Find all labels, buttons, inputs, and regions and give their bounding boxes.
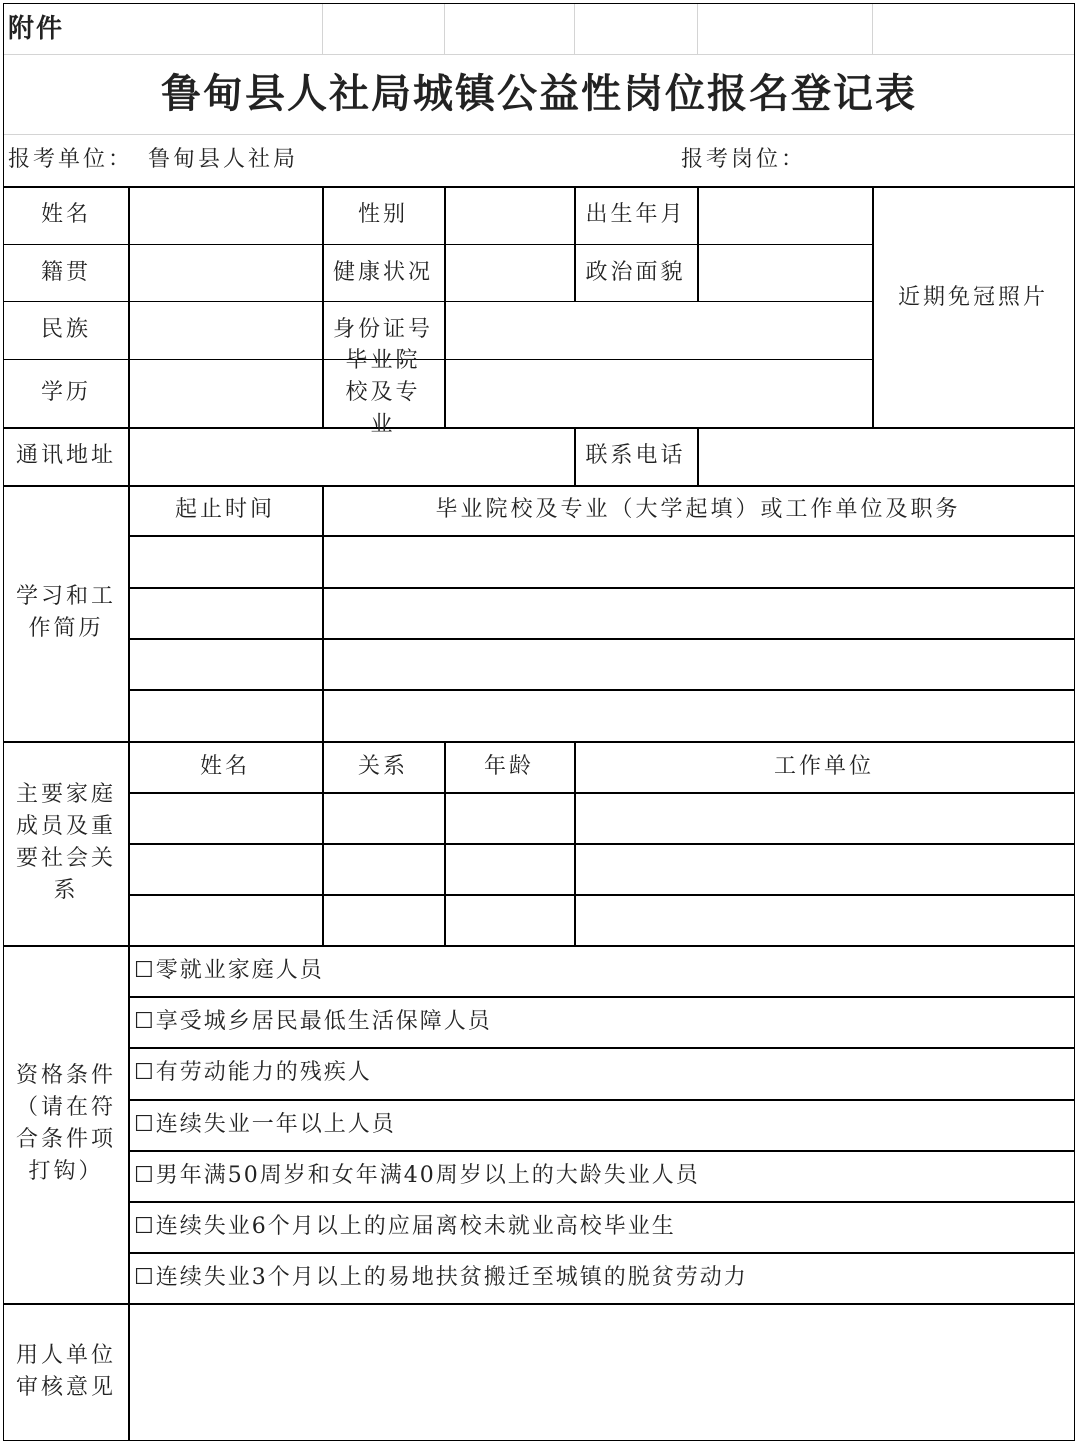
resume-detail-cell[interactable] bbox=[322, 535, 1074, 587]
family-work-header: 工作单位 bbox=[773, 753, 874, 779]
family-age-header: 年龄 bbox=[483, 753, 534, 779]
qualification-label: 资格条件（请在符合条件项打钩） bbox=[15, 1063, 116, 1184]
resume-detail-cell[interactable] bbox=[322, 587, 1074, 638]
resume-label: 学习和工作简历 bbox=[15, 584, 116, 641]
unit-label: 报考单位： bbox=[8, 147, 134, 172]
ethnicity-label: 民族 bbox=[40, 317, 91, 342]
health-field[interactable] bbox=[444, 244, 574, 301]
grid-line bbox=[444, 4, 445, 54]
id-number-label: 身份证号 bbox=[332, 317, 433, 342]
family-age-cell[interactable] bbox=[444, 843, 574, 894]
family-name-cell[interactable] bbox=[128, 843, 322, 894]
education-field[interactable] bbox=[128, 359, 322, 427]
grid-line bbox=[322, 4, 323, 54]
family-label: 主要家庭成员及重要社会关系 bbox=[15, 782, 116, 903]
name-field[interactable] bbox=[128, 186, 322, 244]
school-major-field[interactable] bbox=[444, 359, 872, 427]
gender-label: 性别 bbox=[357, 202, 408, 227]
family-relation-header: 关系 bbox=[357, 753, 408, 779]
review-field[interactable] bbox=[128, 1303, 1074, 1440]
resume-detail-cell[interactable] bbox=[322, 689, 1074, 741]
family-relation-cell[interactable] bbox=[322, 792, 444, 843]
politics-label: 政治面貌 bbox=[585, 259, 686, 285]
id-number-field[interactable] bbox=[444, 301, 872, 359]
resume-period-cell[interactable] bbox=[128, 638, 322, 689]
phone-field[interactable] bbox=[697, 427, 1074, 485]
resume-period-header: 起止时间 bbox=[174, 497, 275, 522]
family-relation-cell[interactable] bbox=[322, 843, 444, 894]
post-label: 报考岗位： bbox=[681, 147, 807, 172]
name-label: 姓名 bbox=[40, 202, 91, 227]
registration-form bbox=[3, 3, 1075, 1441]
review-label: 用人单位审核意见 bbox=[15, 1342, 116, 1400]
family-work-cell[interactable] bbox=[574, 843, 1074, 894]
address-field[interactable] bbox=[128, 427, 574, 485]
qualification-option[interactable]: ☐连续失业一年以上人员 bbox=[134, 1111, 396, 1137]
gender-field[interactable] bbox=[444, 186, 574, 244]
address-label: 通讯地址 bbox=[15, 443, 116, 468]
resume-detail-cell[interactable] bbox=[322, 638, 1074, 689]
native-place-label: 籍贯 bbox=[40, 259, 91, 285]
qualification-option[interactable]: ☐零就业家庭人员 bbox=[134, 957, 324, 983]
politics-field[interactable] bbox=[697, 244, 872, 301]
ethnicity-field[interactable] bbox=[128, 301, 322, 359]
family-name-cell[interactable] bbox=[128, 792, 322, 843]
grid-line bbox=[872, 4, 873, 54]
family-age-cell[interactable] bbox=[444, 894, 574, 945]
native-place-field[interactable] bbox=[128, 244, 322, 301]
photo-label: 近期免冠照片 bbox=[897, 284, 1048, 310]
unit-value: 鲁甸县人社局 bbox=[148, 147, 299, 172]
phone-label: 联系电话 bbox=[585, 443, 686, 468]
grid-line bbox=[574, 4, 575, 54]
form-title: 鲁甸县人社局城镇公益性岗位报名登记表 bbox=[161, 71, 917, 117]
photo-box[interactable] bbox=[872, 186, 1074, 427]
family-work-cell[interactable] bbox=[574, 894, 1074, 945]
resume-period-cell[interactable] bbox=[128, 587, 322, 638]
qualification-option[interactable]: ☐连续失业3个月以上的易地扶贫搬迁至城镇的脱贫劳动力 bbox=[134, 1264, 748, 1290]
family-name-header: 姓名 bbox=[199, 753, 250, 779]
family-work-cell[interactable] bbox=[574, 792, 1074, 843]
school-major-label: 毕业院校及专业 bbox=[345, 348, 421, 437]
family-age-cell[interactable] bbox=[444, 792, 574, 843]
health-label: 健康状况 bbox=[332, 259, 433, 285]
family-name-cell[interactable] bbox=[128, 894, 322, 945]
annex-label: 附件 bbox=[8, 14, 65, 44]
grid-line bbox=[697, 4, 698, 54]
resume-period-cell[interactable] bbox=[128, 689, 322, 741]
qualification-option[interactable]: ☐男年满50周岁和女年满40周岁以上的大龄失业人员 bbox=[134, 1162, 700, 1188]
education-label: 学历 bbox=[40, 380, 91, 405]
family-relation-cell[interactable] bbox=[322, 894, 444, 945]
birth-field[interactable] bbox=[697, 186, 872, 244]
birth-label: 出生年月 bbox=[585, 202, 686, 227]
qualification-option[interactable]: ☐享受城乡居民最低生活保障人员 bbox=[134, 1008, 492, 1034]
resume-detail-header: 毕业院校及专业（大学起填）或工作单位及职务 bbox=[435, 497, 961, 522]
qualification-option[interactable]: ☐有劳动能力的残疾人 bbox=[134, 1060, 372, 1085]
resume-period-cell[interactable] bbox=[128, 535, 322, 587]
qualification-option[interactable]: ☐连续失业6个月以上的应届离校未就业高校毕业生 bbox=[134, 1213, 676, 1239]
